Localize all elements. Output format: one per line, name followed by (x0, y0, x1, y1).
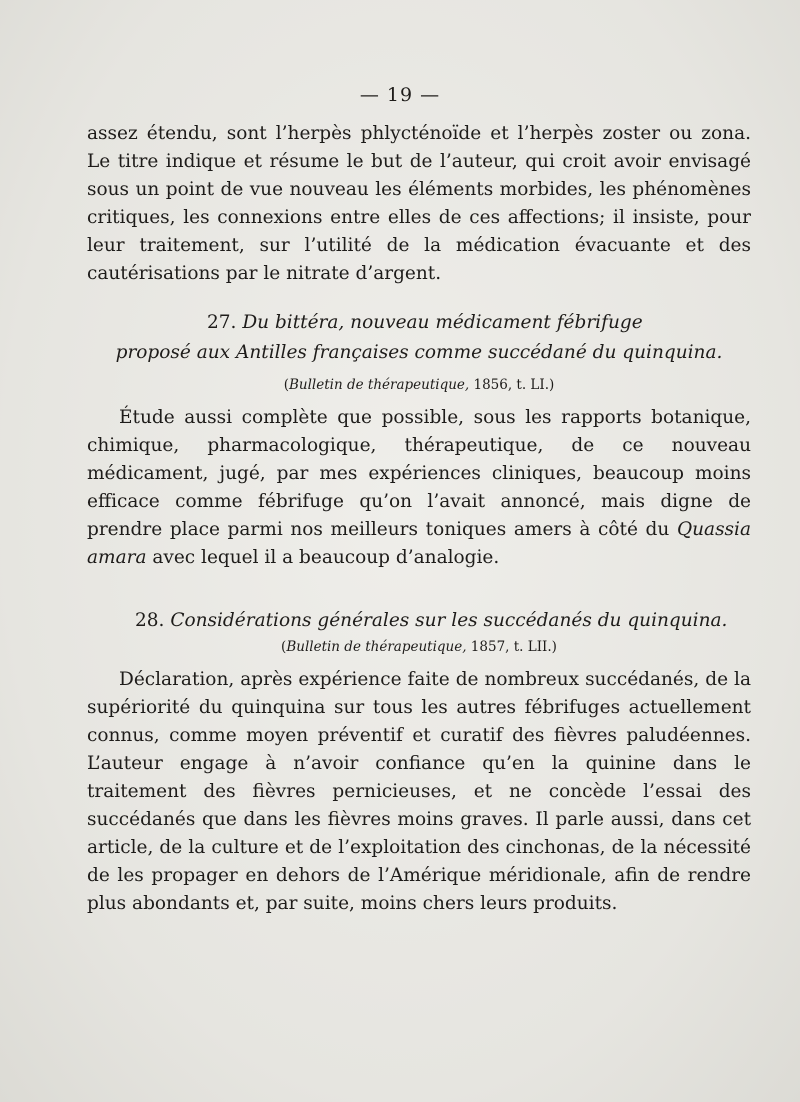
article-28-body: Déclaration, après expérience faite de nombreux succédanés, de la supériorité du quinquina sur tous les autres fébrifuges actuellement connus, comme moyen préventif et curatif des fièvres paludéennes. L’auteur engage à n’avoir confiance qu’en la quinine dans le traitement des fièvres pernicieuses, et ne concède l’essai des succédanés que dans les fièvres moins graves. Il parle aussi, dans cet article, de la culture et de l’exploitation des cinchonas, de la nécessité de les propager en dehors de l’Amérique méridionale, afin de rendre plus abondants et, par suite, moins chers leurs produits. (87, 669, 751, 914)
article-28-source (87, 636, 751, 658)
article-27-source (87, 374, 751, 396)
page-content (87, 120, 751, 918)
article-27-body (87, 404, 751, 572)
source-details: 1856, t. LI.) (469, 377, 555, 393)
article-28-title-line (87, 606, 751, 636)
article-28-number: 28. (135, 610, 165, 631)
species-name: Quassia amara (87, 519, 751, 568)
article-28-title: Considérations générales sur les succédanés du quinquina. (170, 610, 728, 631)
body-text: Étude aussi complète que possible, sous les rapports botanique, chimique, pharmacologique, thérapeutique, de ce nouveau médicament, jugé, par mes expériences cliniques, beaucoup moins efficace comme fébrifuge qu’on l’avait annoncé, mais digne de prendre place parmi nos meilleurs toniques amers à côté du (87, 407, 751, 540)
article-27-title-line1 (87, 308, 751, 338)
article-27-number: 27. (207, 312, 237, 333)
article-27-title: Du bittéra, nouveau médicament fébrifuge (242, 312, 643, 333)
source-open: ( (283, 377, 289, 393)
body-text: avec lequel il a beaucoup d’analogie. (146, 547, 500, 568)
article-27-title-line2: proposé aux Antilles françaises comme succédané du quinquina. (115, 342, 723, 363)
page-number: — 19 — (359, 84, 441, 106)
source-details: 1857, t. LII.) (466, 639, 557, 655)
source-open: ( (281, 639, 287, 655)
source-journal: Bulletin de thérapeutique, (289, 377, 470, 393)
paragraph-continued: assez étendu, sont l’herpès phlycténoïde et l’herpès zoster ou zona. Le titre indique et résume le but de l’auteur, qui croit avoir envisagé sous un point de vue nouveau les éléments morbides, les phénomènes critiques, les connexions entre elles de ces affections; il insiste, pour leur traitement, sur l’utilité de la médication évacuante et des cautérisations par le nitrate d’argent. (87, 123, 751, 284)
source-journal: Bulletin de thérapeutique, (286, 639, 467, 655)
